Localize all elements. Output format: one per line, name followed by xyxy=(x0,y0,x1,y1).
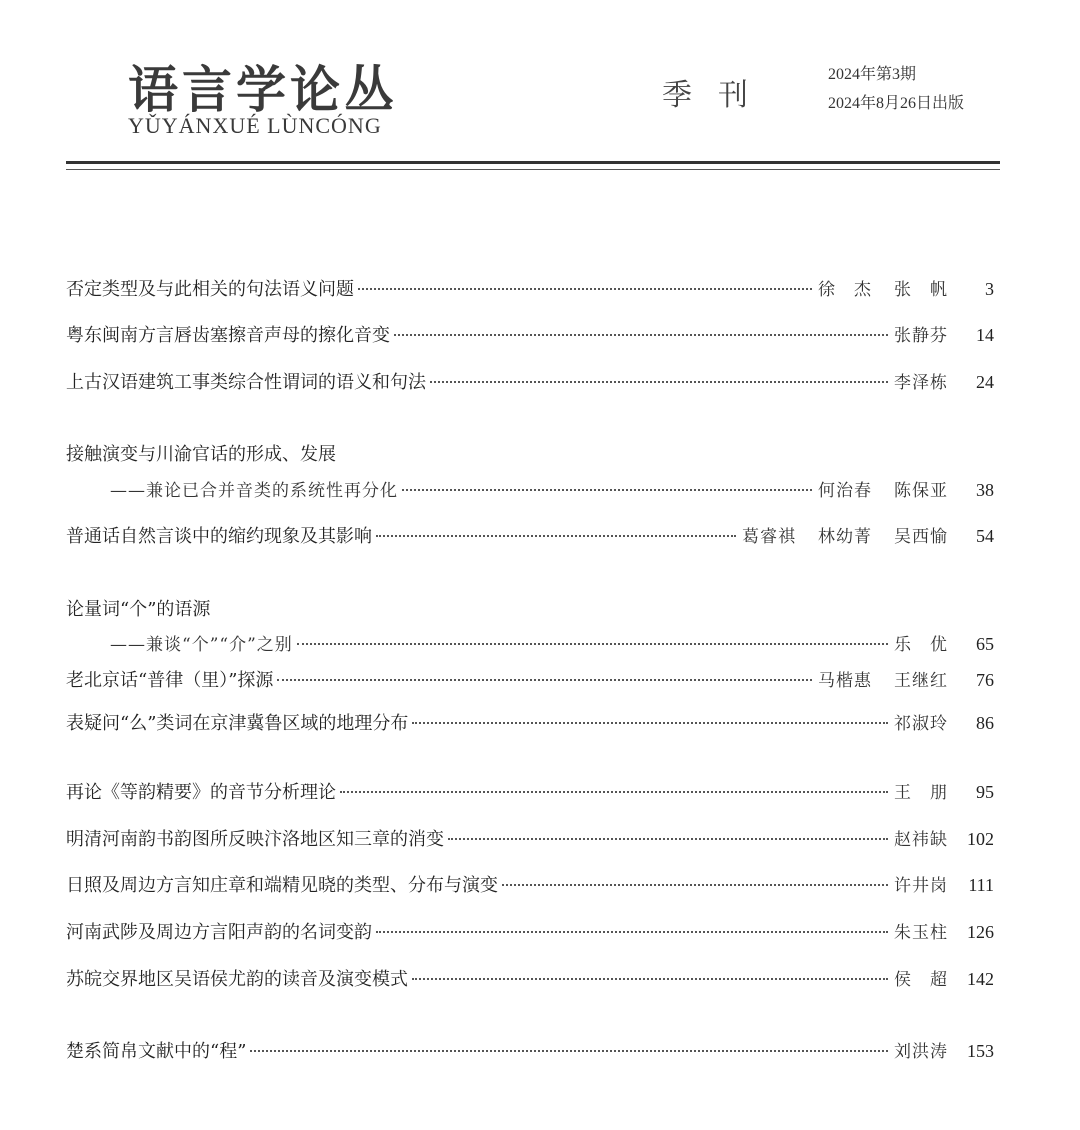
dot-leader xyxy=(297,643,888,645)
toc-entry[interactable] xyxy=(66,321,994,351)
article-title[interactable]: 表疑问“么”类词在京津冀鲁区域的地理分布 xyxy=(66,713,409,734)
article-authors xyxy=(894,709,948,734)
author: 林幼菁 xyxy=(818,527,872,547)
page-number: 95 xyxy=(976,782,994,802)
toc-entry[interactable] xyxy=(66,871,994,901)
author: 陈保亚 xyxy=(894,481,948,501)
toc-entry[interactable] xyxy=(66,965,994,995)
dot-leader xyxy=(412,978,888,980)
author: 朱玉柱 xyxy=(894,923,948,943)
author: 赵祎缺 xyxy=(894,830,948,850)
article-title[interactable]: 普通话自然言谈中的缩约现象及其影响 xyxy=(66,526,372,547)
page-number: 24 xyxy=(976,372,994,392)
article-title[interactable]: 老北京话“普律（里）”探源 xyxy=(66,670,274,691)
article-title[interactable]: 河南武陟及周边方言阳声韵的名词变韵 xyxy=(66,922,372,943)
page-number: 153 xyxy=(967,1041,994,1061)
article-title[interactable]: 再论《等韵精要》的音节分析理论 xyxy=(66,782,336,803)
page-number: 14 xyxy=(976,325,994,345)
author: 徐 杰 xyxy=(818,280,872,300)
author: 张静芬 xyxy=(894,326,948,346)
toc-entry[interactable] xyxy=(66,709,994,739)
author: 刘洪涛 xyxy=(894,1042,948,1062)
article-title[interactable]: 苏皖交界地区吴语侯尤韵的读音及演变模式 xyxy=(66,969,408,990)
dot-leader xyxy=(340,791,888,793)
dot-leader xyxy=(376,931,888,933)
article-authors xyxy=(818,666,948,691)
page-number: 3 xyxy=(985,279,994,299)
article-authors xyxy=(894,918,948,943)
author: 张 帆 xyxy=(894,280,948,300)
page-number: 111 xyxy=(968,875,994,895)
author: 祁淑玲 xyxy=(894,714,948,734)
article-authors xyxy=(894,825,948,850)
toc-entry[interactable] xyxy=(66,630,994,660)
article-title[interactable]: 上古汉语建筑工事类综合性谓词的语义和句法 xyxy=(66,372,426,393)
dot-leader xyxy=(502,884,888,886)
article-authors xyxy=(894,965,948,990)
header-rule-thick xyxy=(66,161,1000,164)
author: 葛睿祺 xyxy=(742,527,796,547)
toc-entry[interactable] xyxy=(66,522,994,552)
page-number: 126 xyxy=(967,922,994,942)
page-number: 86 xyxy=(976,713,994,733)
toc-entry[interactable] xyxy=(66,476,994,506)
author: 王 朋 xyxy=(894,783,948,803)
page-number: 76 xyxy=(976,670,994,690)
dot-leader xyxy=(358,288,812,290)
page-number: 38 xyxy=(976,480,994,500)
dot-leader xyxy=(250,1050,888,1052)
dot-leader xyxy=(277,679,812,681)
toc-entry[interactable] xyxy=(66,1037,994,1067)
article-authors xyxy=(894,1037,948,1062)
article-authors xyxy=(818,275,948,300)
page-number: 102 xyxy=(967,829,994,849)
article-title[interactable]: 否定类型及与此相关的句法语义问题 xyxy=(66,279,354,300)
author: 吴西愉 xyxy=(894,527,948,547)
author: 马楷惠 xyxy=(818,671,872,691)
article-authors xyxy=(894,778,948,803)
article-title[interactable]: 楚系简帛文献中的“程” xyxy=(66,1041,247,1062)
journal-header xyxy=(0,0,1080,180)
dot-leader xyxy=(394,334,888,336)
page-number: 65 xyxy=(976,634,994,654)
author: 许井岗 xyxy=(894,876,948,896)
toc-entry[interactable] xyxy=(66,368,994,398)
dot-leader xyxy=(448,838,888,840)
issue-number: 2024年第3期 xyxy=(828,66,917,83)
dot-leader xyxy=(376,535,736,537)
article-subtitle[interactable]: ——兼谈“个”“介”之别 xyxy=(110,635,293,655)
article-authors xyxy=(894,871,948,896)
toc-entry[interactable] xyxy=(66,666,994,696)
dot-leader xyxy=(412,722,888,724)
article-title[interactable]: 接触演变与川渝官话的形成、发展 xyxy=(66,444,336,465)
publication-frequency: 季刊 xyxy=(662,78,774,113)
dot-leader xyxy=(430,381,888,383)
article-authors xyxy=(894,321,948,346)
article-title[interactable]: 粤东闽南方言唇齿塞擦音声母的擦化音变 xyxy=(66,325,390,346)
toc-entry[interactable] xyxy=(66,918,994,948)
author: 侯 超 xyxy=(894,970,948,990)
header-rule-thin xyxy=(66,169,1000,170)
journal-title: 语言学论丛 xyxy=(128,60,398,119)
issue-info xyxy=(828,60,964,118)
author: 何治春 xyxy=(818,481,872,501)
page-number: 142 xyxy=(967,969,994,989)
article-title[interactable]: 论量词“个”的语源 xyxy=(66,599,211,620)
toc-entry[interactable] xyxy=(66,825,994,855)
author: 王继红 xyxy=(894,671,948,691)
article-authors xyxy=(818,476,948,501)
article-title[interactable]: 日照及周边方言知庄章和端精见晓的类型、分布与演变 xyxy=(66,875,498,896)
article-authors xyxy=(742,522,948,547)
publication-date: 2024年8月26日出版 xyxy=(828,95,965,112)
page-number: 54 xyxy=(976,526,994,546)
toc-entry[interactable] xyxy=(66,778,994,808)
article-authors xyxy=(894,630,948,655)
article-subtitle[interactable]: ——兼论已合并音类的系统性再分化 xyxy=(110,481,398,501)
dot-leader xyxy=(402,489,812,491)
journal-title-pinyin: YǓYÁNXUÉ LÙNCÓNG xyxy=(128,113,382,138)
author: 李泽栋 xyxy=(894,373,948,393)
toc-entry[interactable] xyxy=(66,275,994,305)
article-authors xyxy=(894,368,948,393)
author: 乐 优 xyxy=(894,635,948,655)
article-title[interactable]: 明清河南韵书韵图所反映汴洛地区知三章的消变 xyxy=(66,829,444,850)
